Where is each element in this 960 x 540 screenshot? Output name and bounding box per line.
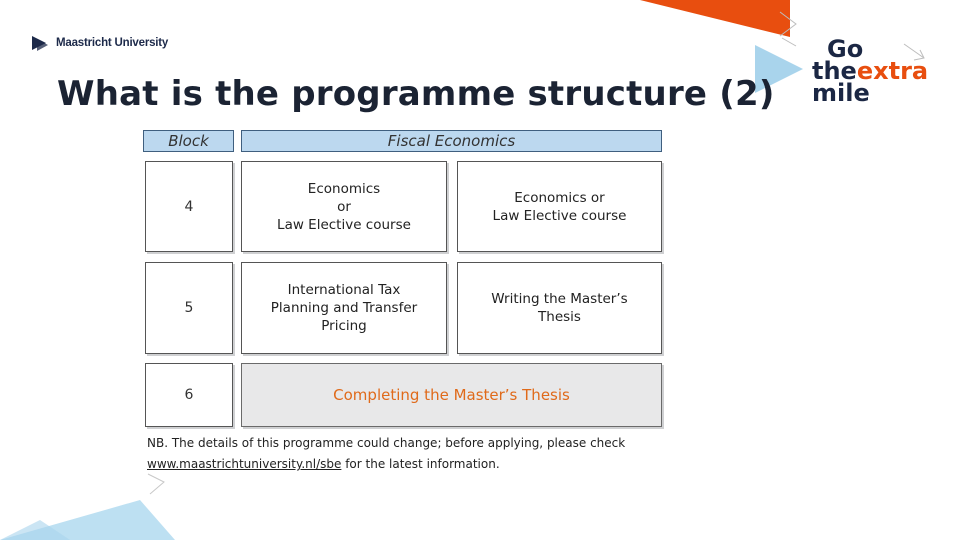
block-number-6: 6 xyxy=(145,363,233,427)
course-cell: Economics or Law Elective course xyxy=(457,161,662,252)
gtem-word-extra: extra xyxy=(856,57,929,85)
disclaimer-note xyxy=(147,433,687,475)
maastricht-logo-icon xyxy=(30,33,50,53)
column-header-programme: Fiscal Economics xyxy=(241,130,662,152)
arrow-outline-decoration-bottom xyxy=(140,470,180,510)
gtem-line-mile: mile xyxy=(812,79,870,107)
block-number-4: 4 xyxy=(145,161,233,252)
logo-text: Maastricht University xyxy=(56,37,169,49)
go-the-extra-mile-logo xyxy=(812,35,929,107)
maastricht-university-logo xyxy=(30,33,168,53)
course-cell: Economics or Law Elective course xyxy=(241,161,447,252)
thesis-completion-cell: Completing the Master’s Thesis xyxy=(241,363,662,427)
course-cell: Writing the Master’s Thesis xyxy=(457,262,662,354)
note-prefix: NB. The details of this programme could change; before applying, please check xyxy=(147,436,626,450)
block-number-5: 5 xyxy=(145,262,233,354)
gtem-line-go: Go xyxy=(827,35,864,63)
gtem-word-the: the xyxy=(812,57,857,85)
column-header-block: Block xyxy=(143,130,234,152)
sbe-website-link[interactable]: www.maastrichtuniversity.nl/sbe xyxy=(147,457,342,471)
page-title: What is the programme structure (2) xyxy=(57,74,775,114)
note-suffix: for the latest information. xyxy=(341,457,500,471)
arrow-outline-decoration-top xyxy=(770,8,810,58)
course-cell: International Tax Planning and Transfer Pricing xyxy=(241,262,447,354)
